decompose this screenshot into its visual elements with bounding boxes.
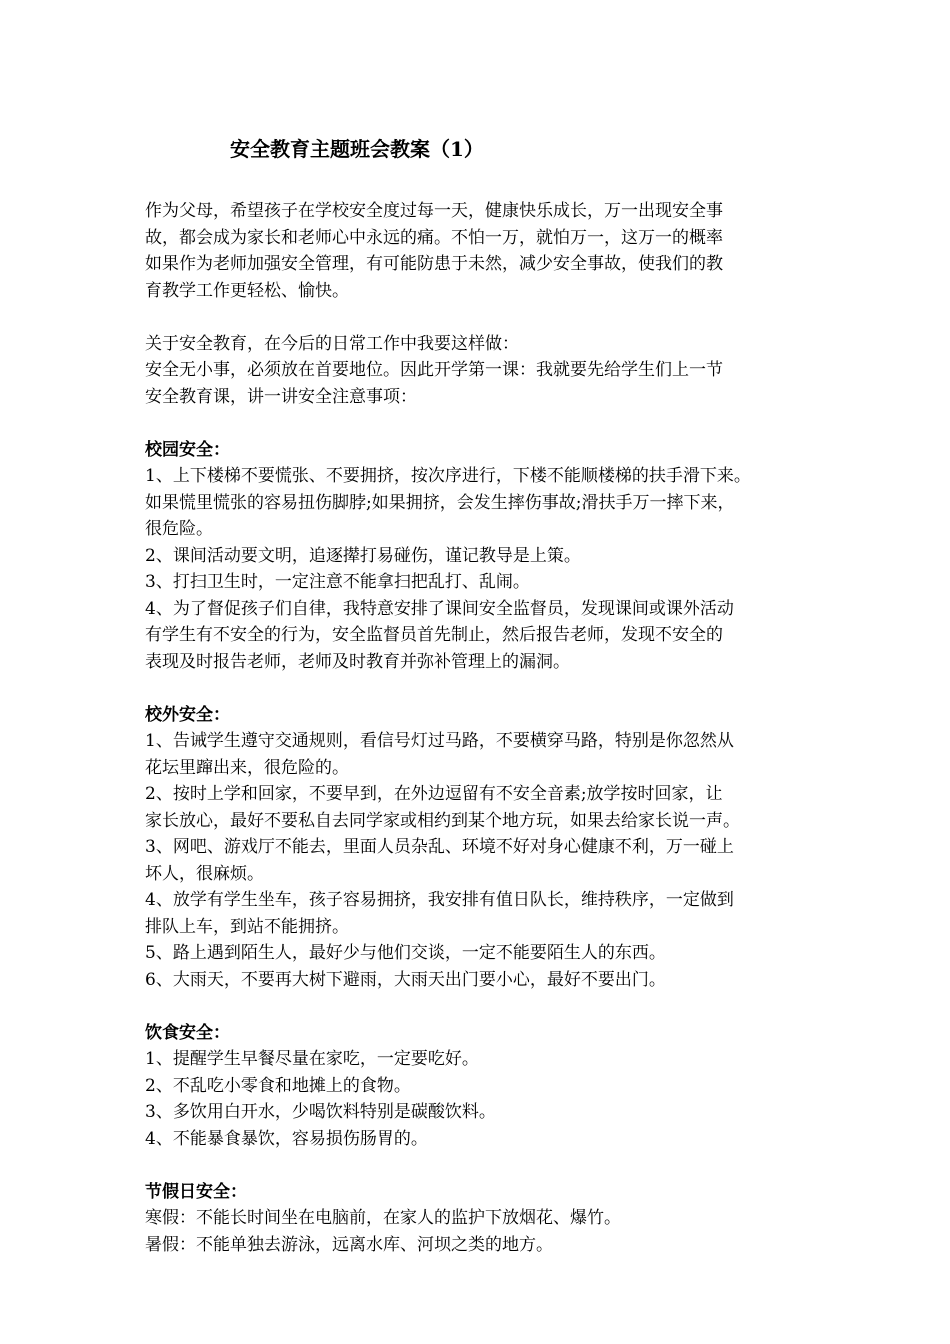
off-campus-line: 3、网吧、游戏厅不能去，里面人员杂乱、环境不好对身心健康不利，万一碰上 (145, 837, 734, 857)
campus-line: 2、课间活动要文明，追逐撵打易碰伤，谨记教导是上策。 (145, 545, 581, 566)
intro-line: 育教学工作更轻松、愉快。 (145, 280, 349, 301)
campus-line: 如果慌里慌张的容易扭伤脚脖;如果拥挤，会发生摔伤事故;滑扶手万一摔下来， (145, 492, 735, 513)
campus-line: 有学生有不安全的行为，安全监督员首先制止，然后报告老师，发现不安全的 (145, 625, 723, 645)
campus-line: 表现及时报告老师，老师及时教育并弥补管理上的漏洞。 (145, 651, 570, 672)
section-heading-holiday: 节假日安全： (145, 1181, 247, 1202)
document-title: 安全教育主题班会教案（1） (230, 137, 484, 161)
intro-line: 如果作为老师加强安全管理，有可能防患于未然，减少安全事故，使我们的教 (145, 254, 723, 274)
section-heading-food: 饮食安全： (145, 1022, 230, 1043)
plan-line: 安全无小事，必须放在首要地位。因此开学第一课：我就要先给学生们上一节 (145, 360, 723, 380)
off-campus-line: 1、告诫学生遵守交通规则，看信号灯过马路，不要横穿马路，特别是你忽然从 (145, 731, 734, 751)
food-line: 1、提醒学生早餐尽量在家吃，一定要吃好。 (145, 1049, 479, 1069)
document-body (145, 198, 817, 1258)
off-campus-line: 花坛里蹿出来，很危险的。 (145, 757, 349, 778)
food-line: 4、不能暴食暴饮，容易损伤肠胃的。 (145, 1128, 428, 1149)
off-campus-line: 坏人，很麻烦。 (145, 863, 264, 884)
intro-line: 故，都会成为家长和老师心中永远的痛。不怕一万，就怕万一，这万一的概率 (145, 227, 723, 248)
section-heading-campus: 校园安全： (145, 439, 230, 460)
intro-line: 作为父母，希望孩子在学校安全度过每一天，健康快乐成长，万一出现安全事 (145, 201, 723, 221)
campus-line: 3、打扫卫生时，一定注意不能拿扫把乱打、乱闹。 (145, 572, 530, 592)
off-campus-line: 家长放心，最好不要私自去同学家或相约到某个地方玩，如果去给家长说一声。 (145, 810, 740, 831)
plan-line: 安全教育课，讲一讲安全注意事项： (145, 386, 417, 407)
food-line: 3、多饮用白开水，少喝饮料特别是碳酸饮料。 (145, 1102, 496, 1122)
campus-line: 很危险。 (145, 519, 213, 539)
off-campus-line: 4、放学有学生坐车，孩子容易拥挤，我安排有值日队长，维持秩序，一定做到 (145, 890, 734, 910)
plan-line: 关于安全教育，在今后的日常工作中我要这样做： (145, 333, 519, 354)
campus-line: 1、上下楼梯不要慌张、不要拥挤，按次序进行，下楼不能顺楼梯的扶手滑下来。 (145, 466, 751, 486)
holiday-line: 暑假：不能单独去游泳，远离水库、河坝之类的地方。 (145, 1234, 553, 1255)
off-campus-line: 5、路上遇到陌生人，最好少与他们交谈，一定不能要陌生人的东西。 (145, 943, 666, 963)
off-campus-line: 排队上车，到站不能拥挤。 (145, 916, 349, 937)
off-campus-line: 2、按时上学和回家，不要早到，在外边逗留有不安全音素;放学按时回家，让 (145, 784, 723, 804)
section-heading-off-campus: 校外安全： (145, 704, 230, 725)
food-line: 2、不乱吃小零食和地摊上的食物。 (145, 1075, 411, 1096)
holiday-line: 寒假：不能长时间坐在电脑前，在家人的监护下放烟花、爆竹。 (145, 1208, 621, 1228)
off-campus-line: 6、大雨天，不要再大树下避雨，大雨天出门要小心，最好不要出门。 (145, 969, 666, 990)
campus-line: 4、为了督促孩子们自律，我特意安排了课间安全监督员，发现课间或课外活动 (145, 598, 734, 619)
